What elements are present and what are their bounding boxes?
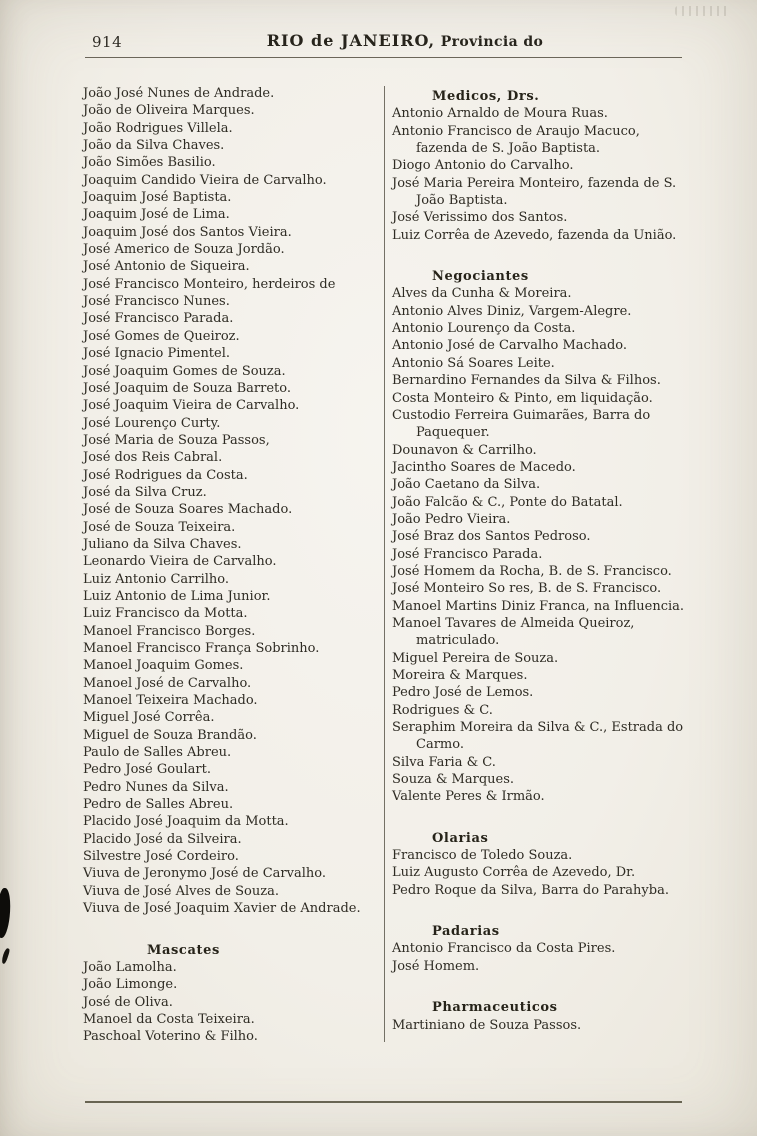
directory-entry: João de Oliveira Marques. (83, 103, 255, 119)
directory-entry: Joaquim Candido Vieira de Carvalho. (83, 172, 327, 188)
directory-entry: Manoel Francisco França Sobrinho. (83, 641, 320, 656)
directory-entry: João Limonge. (83, 977, 178, 993)
directory-entry: Valente Peres & Irmão. (392, 789, 545, 805)
section-heading-pharmaceuticos: Pharmaceuticos (432, 1000, 558, 1016)
directory-entry: José Homem. (392, 958, 480, 974)
directory-entry: Leonardo Vieira de Carvalho. (83, 554, 277, 570)
directory-entry: Miguel Pereira de Souza. (392, 650, 559, 666)
directory-entry: José Joaquim Vieira de Carvalho. (83, 398, 300, 414)
directory-entry: Diogo Antonio do Carvalho. (392, 158, 574, 174)
column-divider (384, 86, 385, 1042)
directory-entry: Paulo de Salles Abreu. (83, 745, 232, 761)
directory-entry: João Caetano da Silva. (392, 477, 541, 493)
directory-entry: Manoel Joaquim Gomes. (83, 658, 244, 674)
directory-entry: Antonio Francisco da Costa Pires. (392, 941, 616, 957)
directory-entry: Antonio Arnaldo de Moura Ruas. (392, 106, 608, 122)
directory-entry: Joaquim José de Lima. (83, 207, 230, 223)
header-rule (85, 57, 682, 58)
directory-entry: José Verissimo dos Santos. (392, 210, 568, 226)
directory-entry: Antonio Alves Diniz, Vargem-Alegre. (392, 303, 632, 319)
directory-entry: José Homem da Rocha, B. de S. Francisco. (392, 563, 672, 579)
directory-entry: Placido José da Silveira. (83, 831, 242, 847)
directory-entry: Pedro de Salles Abreu. (83, 797, 234, 813)
directory-entry: Custodio Ferreira Guimarães, Barra do Paquequer. (392, 407, 651, 441)
running-head (120, 31, 690, 50)
directory-entry: José Braz dos Santos Pedroso. (392, 529, 591, 545)
directory-entry: Alves da Cunha & Moreira. (392, 286, 572, 302)
directory-entry: José Rodrigues da Costa. (83, 467, 248, 483)
section-heading-olarias: Olarias (432, 830, 489, 846)
directory-entry: Manoel Tavares de Almeida Queiroz, matriculado. (392, 615, 635, 649)
directory-entry: Moreira & Marques. (392, 668, 528, 683)
directory-entry: José dos Reis Cabral. (83, 450, 223, 466)
section-heading-negociantes: Negociantes (432, 269, 529, 285)
directory-entry: Silvestre José Cordeiro. (83, 849, 239, 865)
ink-smudge (0, 887, 13, 938)
directory-entry: João da Silva Chaves. (83, 138, 225, 154)
directory-entry: Viuva de José Joaquim Xavier de Andrade. (83, 901, 361, 917)
section-heading-medicos-drs: Medicos, Drs. (432, 89, 540, 104)
page-number: 914 (92, 33, 123, 51)
directory-entry: Jacintho Soares de Macedo. (392, 459, 576, 475)
directory-entry: Costa Monteiro & Pinto, em liquidação. (392, 390, 653, 406)
directory-entry: Manoel José de Carvalho. (83, 675, 252, 691)
directory-entry: Rodrigues & C. (392, 702, 493, 718)
directory-entry: Souza & Marques. (392, 772, 515, 788)
directory-entry: Pedro Roque da Silva, Barra do Parahyba. (392, 882, 669, 898)
directory-entry: José Francisco Monteiro, herdeiros de (83, 276, 336, 292)
directory-entry: Martiniano de Souza Passos. (392, 1017, 582, 1033)
directory-entry: José de Souza Teixeira. (83, 519, 236, 535)
directory-entry: Joaquim José dos Santos Vieira. (83, 224, 292, 240)
bottom-rule (85, 1101, 682, 1103)
directory-entry: Manoel Francisco Borges. (83, 623, 256, 639)
directory-entry: Antonio Francisco de Araujo Macuco, fazenda de S. João Baptista. (392, 123, 640, 157)
directory-entry: Luiz Antonio de Lima Junior. (83, 588, 271, 604)
directory-entry: Antonio José de Carvalho Machado. (392, 338, 627, 354)
directory-entry: José de Oliva. (83, 994, 173, 1010)
directory-entry: João Pedro Vieira. (392, 511, 511, 527)
directory-entry: José Francisco Parada. (392, 546, 543, 562)
directory-entry: João José Nunes de Andrade. (83, 86, 275, 101)
directory-entry: José Francisco Parada. (83, 311, 234, 327)
directory-entry: José da Silva Cruz. (83, 484, 207, 500)
directory-entry: Manoel Martins Diniz Franca, na Influencia. (392, 598, 685, 614)
directory-entry: Luiz Antonio Carrilho. (83, 571, 229, 587)
directory-entry: João Rodrigues Villela. (83, 120, 233, 136)
directory-entry: José Joaquim de Souza Barreto. (83, 380, 291, 396)
directory-entry: José Maria de Souza Passos, (83, 432, 270, 448)
right-column (392, 85, 692, 1034)
section-heading-mascates: Mascates (147, 942, 220, 958)
section-heading-padarias: Padarias (432, 924, 500, 940)
directory-entry: Viuva de José Alves de Souza. (83, 883, 279, 899)
left-column (83, 85, 379, 1046)
directory-entry: Joaquim José Baptista. (83, 190, 232, 206)
directory-entry: José Maria Pereira Monteiro, fazenda de S. João Baptista. (392, 175, 677, 209)
directory-entry: Antonio Lourenço da Costa. (392, 321, 576, 337)
directory-entry: Francisco de Toledo Souza. (392, 848, 573, 864)
directory-entry: José Francisco Nunes. (83, 294, 230, 310)
directory-entry: Juliano da Silva Chaves. (83, 536, 242, 552)
directory-entry: José Gomes de Queiroz. (83, 328, 240, 344)
directory-entry: Manoel da Costa Teixeira. (83, 1011, 255, 1027)
directory-entry: Placido José Joaquim da Motta. (83, 814, 289, 830)
directory-entry: Viuva de Jeronymo José de Carvalho. (83, 866, 326, 882)
ink-smudge-small (1, 948, 11, 965)
directory-entry: João Lamolha. (83, 959, 177, 975)
directory-entry: Miguel José Corrêa. (83, 710, 215, 726)
directory-entry: Pedro Nunes da Silva. (83, 779, 229, 795)
directory-entry: Dounavon & Carrilho. (392, 442, 537, 458)
running-head-sub: Provincia do (440, 34, 544, 50)
directory-entry: Silva Faria & C. (392, 754, 496, 770)
directory-entry: João Falcão & C., Ponte do Batatal. (392, 494, 623, 510)
directory-entry: Luiz Corrêa de Azevedo, fazenda da União. (392, 227, 677, 243)
directory-entry: Pedro José de Lemos. (392, 685, 534, 701)
directory-entry: Bernardino Fernandes da Silva & Filhos. (392, 373, 661, 389)
directory-entry: Seraphim Moreira da Silva & C., Estrada do Carmo. (392, 720, 684, 753)
directory-entry: Pedro José Goulart. (83, 762, 211, 778)
directory-entry: João Simões Basilio. (83, 155, 216, 171)
directory-entry: Antonio Sá Soares Leite. (392, 355, 555, 371)
scan-noise (675, 6, 731, 16)
running-head-main: RIO de JANEIRO, (266, 31, 436, 50)
directory-entry: José Joaquim Gomes de Souza. (83, 363, 286, 379)
directory-entry: José Americo de Souza Jordão. (83, 242, 285, 258)
directory-entry: José de Souza Soares Machado. (83, 502, 293, 518)
directory-entry: Paschoal Voterino & Filho. (83, 1029, 258, 1045)
directory-entry: Luiz Augusto Corrêa de Azevedo, Dr. (392, 865, 636, 881)
directory-entry: José Ignacio Pimentel. (83, 346, 231, 362)
directory-entry: Miguel de Souza Brandão. (83, 727, 257, 743)
directory-entry: Luiz Francisco da Motta. (83, 606, 248, 622)
directory-entry: José Lourenço Curty. (83, 415, 221, 431)
directory-entry: José Antonio de Siqueira. (83, 259, 250, 275)
directory-entry: Manoel Teixeira Machado. (83, 693, 258, 709)
directory-entry: José Monteiro So res, B. de S. Francisco. (392, 581, 662, 597)
